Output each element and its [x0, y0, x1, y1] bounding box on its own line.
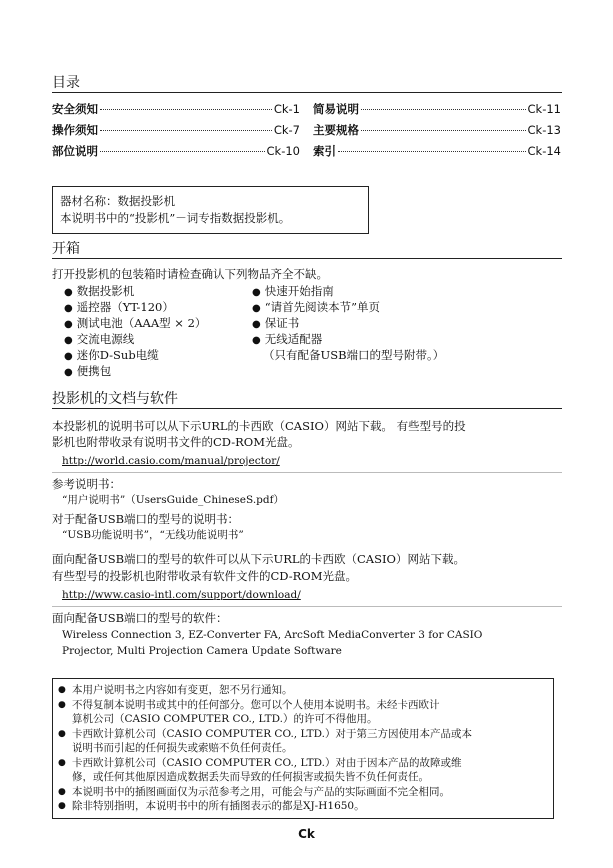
- device-name: 器材名称：数据投影机: [60, 194, 175, 208]
- reference-value: “用户说明书”（UsersGuide_ChineseS.pdf）: [62, 494, 285, 506]
- toc-leader: [100, 109, 272, 110]
- item-projector: ● 数据投影机: [64, 283, 134, 301]
- unpacking-intro: 打开投影机的包装箱时请检查确认下列物品齐全不缺。: [52, 267, 328, 281]
- notice-item: ● 本说明书中的插图画面仅为示范参考之用，可能会与产品的实际画面不完全相同。: [58, 785, 552, 800]
- unpacking-title: 开箱: [52, 241, 80, 257]
- item-wireless-adapter: ● 无线适配器: [252, 331, 322, 349]
- toc-entry-operating[interactable]: [52, 122, 300, 138]
- notice-item: ● 除非特别指明，本说明书中的所有插图表示的都是XJ-H1650。: [58, 799, 552, 814]
- manual-url-link[interactable]: http://world.casio.com/manual/projector/: [62, 455, 280, 467]
- toc-entry-label: 简易说明: [313, 102, 359, 116]
- toc-entry-page: Ck-10: [266, 144, 300, 158]
- toc-entry-label: 安全须知: [52, 102, 98, 116]
- page-footer: Ck: [298, 827, 315, 841]
- notice-item: ● 卡西欧计算机公司（CASIO COMPUTER CO., LTD.）对由于因本产品的故障或维 修，或任何其他原因造成数据丢失而导致的任何损害或损失皆不负任何责任。: [58, 756, 552, 785]
- toc-entry-safety[interactable]: [52, 101, 300, 117]
- usb-manual-label: 对于配备USB端口的型号的说明书：: [52, 512, 240, 526]
- toc-entry-label: 操作须知: [52, 123, 98, 137]
- item-remote: ● 遥控器（YT-120）: [64, 299, 174, 317]
- software-separator: [52, 606, 562, 607]
- docs-paragraph-2-line-1: 面向配备USB端口的型号的软件可以从下示URL的卡西欧（CASIO）网站下载。: [52, 552, 465, 566]
- unpacking-divider: [52, 258, 562, 259]
- toc-entry-parts[interactable]: [52, 143, 300, 159]
- item-warranty: ● 保证书: [252, 315, 299, 333]
- docs-paragraph-1-line-2: 影机也附带收录有说明书文件的CD-ROM光盘。: [52, 435, 300, 449]
- toc-leader: [361, 130, 526, 131]
- toc-leader: [361, 109, 526, 110]
- usb-manual-value: “USB功能说明书”，“无线功能说明书”: [62, 529, 244, 541]
- toc-title: 目录: [52, 75, 80, 91]
- toc-leader: [100, 151, 265, 152]
- toc-entry-page: Ck-13: [527, 123, 561, 137]
- docs-separator: [52, 472, 562, 473]
- notices-box: [52, 678, 554, 819]
- docs-divider: [52, 408, 562, 409]
- notice-item: ● 卡西欧计算机公司（CASIO COMPUTER CO., LTD.）对于第三方因使用本产品或本 说明书而引起的任何损失或索赔不负任何责任。: [58, 727, 552, 756]
- toc-entry-page: Ck-14: [527, 144, 561, 158]
- software-list-line-2: Projector, Multi Projection Camera Update Software: [62, 645, 342, 657]
- toc-entry-specs[interactable]: [313, 122, 561, 138]
- docs-title: 投影机的文档与软件: [52, 391, 178, 407]
- item-wireless-note: （只有配备USB端口的型号附带。）: [263, 348, 445, 362]
- toc-divider: [52, 92, 562, 93]
- toc-entry-quick[interactable]: [313, 101, 561, 117]
- device-term-note: 本说明书中的“投影机”－词专指数据投影机。: [60, 211, 291, 225]
- item-batteries: ● 测试电池（AAA型 × 2）: [64, 315, 206, 333]
- item-read-first: ● “请首先阅读本节”单页: [252, 299, 380, 317]
- item-dsub-cable: ● 迷你D-Sub电缆: [64, 347, 159, 365]
- software-label: 面向配备USB端口的型号的软件：: [52, 611, 228, 625]
- software-list-line-1: Wireless Connection 3, EZ-Converter FA, ArcSoft MediaConverter 3 for CASIO: [62, 629, 483, 641]
- reference-label: 参考说明书：: [52, 477, 121, 491]
- item-ac-cord: ● 交流电源线: [64, 331, 134, 349]
- docs-paragraph-2-line-2: 有些型号的投影机也附带收录有软件文件的CD-ROM光盘。: [52, 569, 357, 583]
- toc-leader: [100, 130, 272, 131]
- item-quick-guide: ● 快速开始指南: [252, 283, 334, 301]
- notice-item: ● 不得复制本说明书或其中的任何部分。您可以个人使用本说明书。未经卡西欧计 算机公司（CASIO COMPUTER CO., LTD.）的许可不得他用。: [58, 698, 552, 727]
- device-name-box: [52, 186, 369, 234]
- notice-item: ● 本用户说明书之内容如有变更，恕不另行通知。: [58, 683, 552, 698]
- toc-entry-page: Ck-1: [273, 102, 300, 116]
- toc-entry-label: 部位说明: [52, 144, 98, 158]
- toc-entry-label: 主要规格: [313, 123, 359, 137]
- toc-entry-page: Ck-11: [527, 102, 561, 116]
- docs-paragraph-1-line-1: 本投影机的说明书可以从下示URL的卡西欧（CASIO）网站下载。 有些型号的投: [52, 419, 466, 433]
- item-carry-case: ● 便携包: [64, 363, 111, 381]
- toc-entry-page: Ck-7: [273, 123, 300, 137]
- software-url-link[interactable]: http://www.casio-intl.com/support/download/: [62, 589, 301, 601]
- toc-entry-index[interactable]: [313, 143, 561, 159]
- toc-leader: [338, 151, 526, 152]
- toc-entry-label: 索引: [313, 144, 336, 158]
